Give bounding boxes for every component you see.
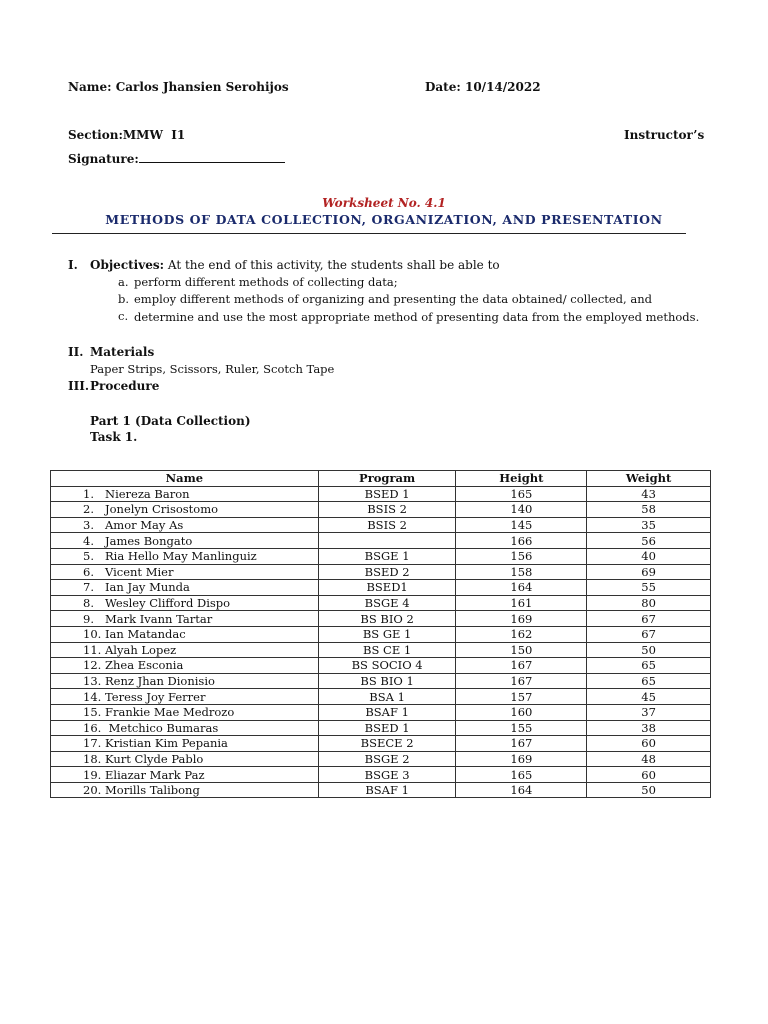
cell-height: 167: [456, 658, 587, 674]
table-row: [51, 689, 711, 705]
row-number: 1.: [83, 486, 94, 501]
cell-name: [51, 611, 319, 627]
student-name: Ria Hello May Manlinguiz: [105, 549, 257, 564]
objectives-intro: At the end of this activity, the students shall be able to: [167, 258, 500, 272]
objective-letter: c.: [118, 309, 129, 323]
cell-program: [318, 533, 456, 549]
date-value: 10/14/2022: [464, 80, 541, 94]
row-number: 16.: [83, 720, 102, 735]
student-name: Metchico Bumaras: [105, 720, 219, 735]
cell-program: BSGE 2: [318, 751, 456, 767]
cell-height: 165: [456, 767, 587, 783]
cell-weight: 38: [587, 720, 711, 736]
cell-height: 140: [456, 502, 587, 518]
row-number: 14.: [83, 689, 102, 704]
cell-program: BSGE 4: [318, 595, 456, 611]
row-number: 13.: [83, 674, 102, 689]
table-row: [51, 751, 711, 767]
cell-program: BSAF 1: [318, 704, 456, 720]
cell-program: BS CE 1: [318, 642, 456, 658]
cell-weight: 48: [587, 751, 711, 767]
table-row: [51, 611, 711, 627]
cell-name: [51, 564, 319, 580]
signature-label: Signature:: [68, 152, 139, 166]
objective-letter: a.: [118, 275, 129, 289]
cell-name: [51, 673, 319, 689]
student-name: Mark Ivann Tartar: [105, 611, 213, 626]
heading-rule: [52, 233, 686, 234]
name-line: [68, 80, 289, 94]
worksheet-title: Worksheet No. 4.1: [322, 196, 446, 210]
cell-height: 160: [456, 704, 587, 720]
cell-height: 164: [456, 580, 587, 596]
section-value: MMW I1: [122, 128, 186, 142]
row-number: 5.: [83, 549, 94, 564]
cell-height: 166: [456, 533, 587, 549]
table-row: [51, 720, 711, 736]
row-number: 15.: [83, 705, 102, 720]
student-name: Niereza Baron: [105, 486, 190, 501]
objective-text: determine and use the most appropriate method of presenting data from the employed methods.: [134, 310, 700, 324]
row-number: 12.: [83, 658, 102, 673]
row-number: 19.: [83, 767, 102, 782]
row-number: 4.: [83, 533, 94, 548]
cell-weight: 40: [587, 548, 711, 564]
row-number: 20.: [83, 783, 102, 798]
student-name: Frankie Mae Medrozo: [105, 705, 235, 720]
student-name: Ian Matandac: [105, 627, 186, 642]
cell-name: [51, 502, 319, 518]
instructor-label: Instructor’s: [624, 128, 705, 142]
column-header-height: Height: [456, 471, 587, 487]
cell-weight: 69: [587, 564, 711, 580]
row-number: 7.: [83, 580, 94, 595]
cell-program: BSIS 2: [318, 502, 456, 518]
table-row: [51, 548, 711, 564]
cell-name: [51, 595, 319, 611]
signature-line: [68, 150, 285, 166]
cell-weight: 67: [587, 626, 711, 642]
row-number: 9.: [83, 611, 94, 626]
table-header-row: [51, 471, 711, 487]
cell-height: 145: [456, 517, 587, 533]
cell-program: BSAF 1: [318, 782, 456, 798]
cell-weight: 55: [587, 580, 711, 596]
cell-program: BSGE 1: [318, 548, 456, 564]
procedure-line: [68, 379, 159, 393]
table-row: [51, 486, 711, 502]
cell-weight: 80: [587, 595, 711, 611]
signature-blank: [139, 150, 285, 163]
cell-name: [51, 548, 319, 564]
cell-height: 167: [456, 736, 587, 752]
table-body: [51, 486, 711, 798]
table-row: [51, 736, 711, 752]
objective-item-c: [118, 309, 700, 326]
cell-weight: 60: [587, 736, 711, 752]
cell-program: BS BIO 1: [318, 673, 456, 689]
table-row: [51, 502, 711, 518]
objectives-label: Objectives:: [90, 258, 165, 272]
cell-program: BSED 2: [318, 564, 456, 580]
materials-line: [68, 345, 154, 359]
cell-name: [51, 642, 319, 658]
date-label: Date:: [425, 80, 461, 94]
cell-height: 164: [456, 782, 587, 798]
cell-height: 156: [456, 548, 587, 564]
cell-name: [51, 658, 319, 674]
cell-weight: 56: [587, 533, 711, 549]
materials-label: Materials: [90, 345, 155, 359]
cell-name: [51, 486, 319, 502]
row-number: 8.: [83, 596, 94, 611]
cell-weight: 65: [587, 673, 711, 689]
student-name: Vicent Mier: [105, 564, 174, 579]
column-header-program: Program: [318, 471, 456, 487]
row-number: 18.: [83, 751, 102, 766]
row-number: 17.: [83, 736, 102, 751]
procedure-label: Procedure: [90, 379, 160, 393]
date-line: [425, 80, 541, 94]
objective-text: perform different methods of collecting data;: [134, 275, 398, 289]
cell-height: 165: [456, 486, 587, 502]
student-name: Eliazar Mark Paz: [105, 767, 205, 782]
objective-letter: b.: [118, 292, 130, 306]
table-row: [51, 595, 711, 611]
cell-name: [51, 767, 319, 783]
procedure-numeral: III.: [68, 379, 90, 393]
student-name: Jonelyn Crisostomo: [105, 502, 219, 517]
table-row: [51, 564, 711, 580]
student-name: Ian Jay Munda: [105, 580, 190, 595]
table-row: [51, 704, 711, 720]
cell-weight: 37: [587, 704, 711, 720]
cell-name: [51, 782, 319, 798]
objective-item-b: [118, 292, 652, 306]
cell-program: BSGE 3: [318, 767, 456, 783]
row-number: 3.: [83, 518, 94, 533]
cell-program: BSA 1: [318, 689, 456, 705]
row-number: 10.: [83, 627, 102, 642]
part-heading: Part 1 (Data Collection): [90, 414, 251, 428]
section-label: Section:: [68, 128, 123, 142]
cell-height: 157: [456, 689, 587, 705]
cell-name: [51, 689, 319, 705]
row-number: 6.: [83, 564, 94, 579]
cell-weight: 58: [587, 502, 711, 518]
student-name: Teress Joy Ferrer: [105, 689, 206, 704]
table-row: [51, 626, 711, 642]
table-row: [51, 673, 711, 689]
cell-program: BSED 1: [318, 486, 456, 502]
cell-weight: 43: [587, 486, 711, 502]
cell-height: 167: [456, 673, 587, 689]
student-name: Kurt Clyde Pablo: [105, 751, 204, 766]
cell-name: [51, 517, 319, 533]
cell-program: BSED 1: [318, 720, 456, 736]
table-row: [51, 517, 711, 533]
column-header-name: Name: [51, 471, 319, 487]
cell-program: BSIS 2: [318, 517, 456, 533]
table-row: [51, 580, 711, 596]
cell-weight: 67: [587, 611, 711, 627]
cell-height: 162: [456, 626, 587, 642]
cell-height: 169: [456, 751, 587, 767]
objective-text: employ different methods of organizing and presenting the data obtained/ collected, and: [134, 292, 652, 306]
student-name: Morills Talibong: [105, 783, 200, 798]
cell-height: 169: [456, 611, 587, 627]
cell-name: [51, 580, 319, 596]
table-row: [51, 642, 711, 658]
name-value: Carlos Jhansien Serohijos: [115, 80, 289, 94]
cell-program: BS BIO 2: [318, 611, 456, 627]
cell-weight: 35: [587, 517, 711, 533]
row-number: 2.: [83, 502, 94, 517]
cell-height: 158: [456, 564, 587, 580]
objectives-line: [68, 258, 500, 272]
task-heading: Task 1.: [90, 430, 138, 444]
materials-numeral: II.: [68, 345, 84, 359]
row-number: 11.: [83, 642, 102, 657]
cell-name: [51, 533, 319, 549]
table-row: [51, 767, 711, 783]
cell-name: [51, 704, 319, 720]
cell-height: 161: [456, 595, 587, 611]
column-header-weight: Weight: [587, 471, 711, 487]
student-name: Kristian Kim Pepania: [105, 736, 228, 751]
cell-name: [51, 626, 319, 642]
table-row: [51, 782, 711, 798]
objectives-numeral: I.: [68, 258, 78, 272]
cell-weight: 50: [587, 782, 711, 798]
section-line: [68, 128, 185, 142]
cell-weight: 65: [587, 658, 711, 674]
cell-program: BSECE 2: [318, 736, 456, 752]
student-name: Zhea Esconia: [105, 658, 184, 673]
data-table: [50, 470, 711, 798]
student-name: James Bongato: [105, 533, 193, 548]
student-name: Renz Jhan Dionisio: [105, 674, 215, 689]
cell-weight: 45: [587, 689, 711, 705]
cell-weight: 50: [587, 642, 711, 658]
cell-program: BSED1: [318, 580, 456, 596]
cell-program: BS GE 1: [318, 626, 456, 642]
cell-weight: 60: [587, 767, 711, 783]
table-row: [51, 658, 711, 674]
cell-name: [51, 751, 319, 767]
student-name: Alyah Lopez: [105, 642, 177, 657]
student-name: Wesley Clifford Dispo: [105, 596, 231, 611]
cell-program: BS SOCIO 4: [318, 658, 456, 674]
name-label: Name:: [68, 80, 112, 94]
cell-name: [51, 720, 319, 736]
cell-height: 150: [456, 642, 587, 658]
student-name: Amor May As: [105, 518, 184, 533]
materials-text: Paper Strips, Scissors, Ruler, Scotch Tape: [90, 362, 335, 376]
cell-name: [51, 736, 319, 752]
objective-item-a: [118, 275, 398, 289]
worksheet-heading: METHODS OF DATA COLLECTION, ORGANIZATION, AND PRESENTATION: [105, 212, 663, 227]
table-row: [51, 533, 711, 549]
cell-height: 155: [456, 720, 587, 736]
